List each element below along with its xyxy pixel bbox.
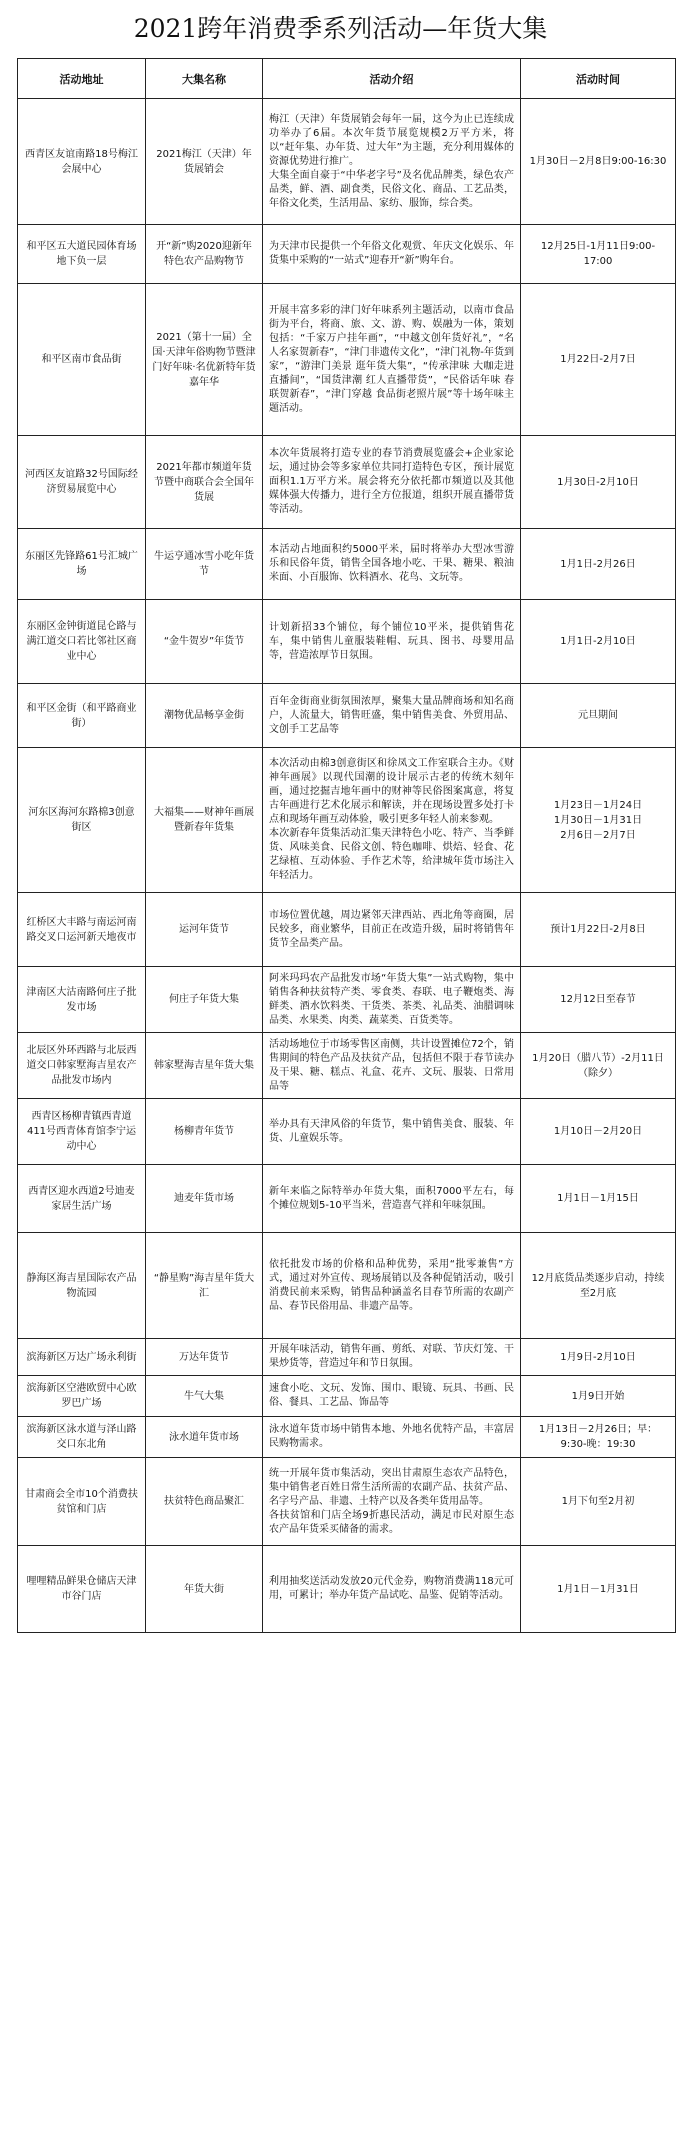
event-intro-cell: 本次年货展将打造专业的春节消费展览盛会+企业家论坛，通过协会等多家单位共同打造特色专区，预计展览面积1.1万平方米。展会将充分依托都市频道以及其他媒体强大传播力，进行全方位报道，组织开展直播带货等活动。: [263, 436, 521, 529]
event-intro-cell: 统一开展年货市集活动，突出甘肃原生态农产品特色，集中销售老百姓日常生活所需的农副产品、扶贫产品、名字号产品、非遗、土特产以及各类年货用品等。 各扶贫馆和门店全场9折惠民活动，满足市民对原生态农产品年货采买储备的需求。: [263, 1458, 521, 1546]
table-row: [18, 1165, 676, 1233]
event-time-cell: 12月12日至春节: [521, 967, 676, 1033]
event-intro-cell: 活动场地位于市场零售区南侧，共计设置摊位72个，销售期间的特色产品及扶贫产品，包括但不限于春节读办及干果、糖、糕点、礼盒、花卉、文玩、服装、日常用品等: [263, 1033, 521, 1099]
event-name-cell: 牛运亨通冰雪小吃年货节: [146, 529, 263, 600]
event-time-cell: 12月25日-1月11日9:00-17:00: [521, 225, 676, 284]
event-name-cell: “静星购”海吉星年货大汇: [146, 1233, 263, 1339]
event-address-cell: 津南区大沽南路何庄子批发市场: [18, 967, 146, 1033]
event-intro-cell: 百年金街商业街氛围浓厚，聚集大量品牌商场和知名商户，人流量大，销售旺盛，集中销售美食、外贸用品、文创手工艺品等: [263, 684, 521, 748]
event-intro-cell: 开展丰富多彩的津门好年味系列主题活动，以南市食品街为平台，将商、旅、文、游、购、娱融为一体，策划包括：“千家万户挂年画”，“中越文创年货好礼”，“名人名家贺新春”，“津门非遗传文化”，“津门礼物-年货到家”，“游津门美景 逛年货大集”，“传承津味 大咖走进直播间”，“国货津潮 红人直播带货”，“民俗话年味 春联贺新春”，“津门穿越 食品街老照片展”等十场年味主题活动。: [263, 284, 521, 436]
event-name-cell: 运河年货节: [146, 893, 263, 967]
event-address-cell: 河东区海河东路棉3创意街区: [18, 748, 146, 893]
table-row: [18, 1099, 676, 1165]
event-name-cell: 大福集——财神年画展暨新春年货集: [146, 748, 263, 893]
event-intro-cell: 梅江（天津）年货展销会每年一届，这今为止已连续成功举办了6届。本次年货节展览规模2万平方米，将以“赶年集、办年货、过大年”为主题，充分利用媒体的资源优势进行推广。 大集全面自豪于“中华老字号”及名优品牌类，绿色农产品类，鲜、酒、副食类，民俗文化、商品、工艺品类，年俗文化类，生活用品、家纺、服饰，综合类。: [263, 99, 521, 225]
event-intro-cell: 利用抽奖送活动发放20元代金券，购物消费满118元可用，可累计；举办年货产品试吃、品鉴、促销等活动。: [263, 1546, 521, 1633]
event-address-cell: 和平区南市食品街: [18, 284, 146, 436]
event-intro-cell: 市场位置优越，周边紧邻天津西站、西北角等商圈，居民较多，商业繁华，目前正在改造升级，届时将销售年货节全品类产品。: [263, 893, 521, 967]
header-intro: 活动介绍: [263, 59, 521, 99]
event-name-cell: 2021年都市频道年货节暨中商联合会全国年货展: [146, 436, 263, 529]
event-intro-cell: 举办具有天津风俗的年货节，集中销售美食、服装、年货、儿童娱乐等。: [263, 1099, 521, 1165]
header-address: 活动地址: [18, 59, 146, 99]
event-intro-cell: 依托批发市场的价格和品种优势，采用“批零兼售”方式，通过对外宣传、现场展销以及各种促销活动，吸引消费民前来采购，销售品种涵盖名目春节所需的农副产品、春节民俗用品、非遗产品等。: [263, 1233, 521, 1339]
table-row: [18, 893, 676, 967]
event-address-cell: 和平区五大道民园体育场地下负一层: [18, 225, 146, 284]
event-intro-cell: 新年来临之际特举办年货大集，面积7000平左右，每个摊位规划5-10平当米，营造喜气祥和年味氛围。: [263, 1165, 521, 1233]
table-row: [18, 600, 676, 684]
table-row: [18, 99, 676, 225]
event-name-cell: “金牛贺岁”年货节: [146, 600, 263, 684]
event-name-cell: 杨柳青年货节: [146, 1099, 263, 1165]
event-time-cell: 1月10日－2月20日: [521, 1099, 676, 1165]
table-row: [18, 748, 676, 893]
event-address-cell: 滨海新区万达广场永利街: [18, 1339, 146, 1376]
event-address-cell: 西青区迎水西道2号迪麦家居生活广场: [18, 1165, 146, 1233]
event-address-cell: 西青区友谊南路18号梅江会展中心: [18, 99, 146, 225]
event-name-cell: 开“新”购2020迎新年特色农产品购物节: [146, 225, 263, 284]
event-address-cell: 滨海新区空港欧贸中心欧罗巴广场: [18, 1376, 146, 1417]
event-address-cell: 和平区金街（和平路商业街）: [18, 684, 146, 748]
table-row: [18, 967, 676, 1033]
event-time-cell: 预计1月22日-2月8日: [521, 893, 676, 967]
event-time-cell: 1月30日-2月10日: [521, 436, 676, 529]
table-row: [18, 684, 676, 748]
event-time-cell: 1月下旬至2月初: [521, 1458, 676, 1546]
event-time-cell: 1月30日－2月8日9:00-16:30: [521, 99, 676, 225]
event-intro-cell: 本次活动由棉3创意街区和徐凤文工作室联合主办。《财神年画展》以现代国潮的设计展示古老的传统木刻年画，通过挖掘吉地年画中的财神等民俗图案寓意，将复古年画进行艺术化展示和解读，并在现场设置多处打卡点和现场年画互动体验，吸引更多年轻人前来参观。 本次新春年货集活动汇集天津特色小吃、特产、当季鲜货、风味美食、民俗文创、特色咖啡、烘焙、轻食、花艺绿植、互动体验、手作艺术等，给津城年货市场注入年轻活力。: [263, 748, 521, 893]
event-intro-cell: 计划新招33个铺位，每个铺位10平米，提供销售花车，集中销售儿童服装鞋帽、玩具、图书、母婴用品等，营造浓厚节日氛围。: [263, 600, 521, 684]
table-body: [18, 99, 676, 1633]
event-name-cell: 迪麦年货市场: [146, 1165, 263, 1233]
event-address-cell: 河西区友谊路32号国际经济贸易展览中心: [18, 436, 146, 529]
event-name-cell: 潮物优品畅享金街: [146, 684, 263, 748]
table-row: [18, 1339, 676, 1376]
event-time-cell: 1月9日-2月10日: [521, 1339, 676, 1376]
event-time-cell: 1月9日开始: [521, 1376, 676, 1417]
event-time-cell: 元旦期间: [521, 684, 676, 748]
header-name: 大集名称: [146, 59, 263, 99]
event-address-cell: 西青区杨柳青镇西青道411号西青体育馆李宁运动中心: [18, 1099, 146, 1165]
table-row: [18, 1458, 676, 1546]
events-table: [17, 58, 676, 1633]
event-name-cell: 2021（第十一届）全国·天津年俗购物节暨津门好年味·名优新特年货嘉年华: [146, 284, 263, 436]
event-name-cell: 泳水道年货市场: [146, 1417, 263, 1458]
table-row: [18, 1033, 676, 1099]
event-time-cell: 1月23日－1月24日 1月30日－1月31日 2月6日－2月7日: [521, 748, 676, 893]
event-intro-cell: 泳水道年货市场中销售本地、外地名优特产品，丰富居民购物需求。: [263, 1417, 521, 1458]
event-time-cell: 1月20日（腊八节）-2月11日（除夕）: [521, 1033, 676, 1099]
page-title: 2021跨年消费季系列活动—年货大集: [133, 14, 548, 43]
event-name-cell: 万达年货节: [146, 1339, 263, 1376]
event-address-cell: 东丽区金钟街道昆仑路与满江道交口若比邻社区商业中心: [18, 600, 146, 684]
event-name-cell: 何庄子年货大集: [146, 967, 263, 1033]
table-row: [18, 284, 676, 436]
event-time-cell: 1月1日－1月15日: [521, 1165, 676, 1233]
table-row: [18, 1233, 676, 1339]
event-time-cell: 1月1日－1月31日: [521, 1546, 676, 1633]
event-name-cell: 韩家墅海吉星年货大集: [146, 1033, 263, 1099]
event-address-cell: 东丽区先锋路61号汇城广场: [18, 529, 146, 600]
event-address-cell: 哩哩精品鲜果仓储店天津市谷门店: [18, 1546, 146, 1633]
event-name-cell: 2021梅江（天津）年货展销会: [146, 99, 263, 225]
event-address-cell: 北辰区外环西路与北辰西道交口韩家墅海吉星农产品批发市场内: [18, 1033, 146, 1099]
table-row: [18, 1417, 676, 1458]
table-row: [18, 225, 676, 284]
header-time: 活动时间: [521, 59, 676, 99]
header-row: [18, 59, 676, 99]
event-intro-cell: 为天津市民提供一个年俗文化观赏、年庆文化娱乐、年货集中采购的“一站式”迎春开“新”购年台。: [263, 225, 521, 284]
event-name-cell: 年货大街: [146, 1546, 263, 1633]
table-row: [18, 529, 676, 600]
event-address-cell: 甘肃商会全市10个消费扶贫馆和门店: [18, 1458, 146, 1546]
event-intro-cell: 本活动占地面积约5000平米，届时将举办大型冰雪游乐和民俗年货，销售全国各地小吃、干果、糖果、粮油米面、小百服饰、饮料酒水、花鸟、文玩等。: [263, 529, 521, 600]
event-time-cell: 12月底货品类逐步启动，持续至2月底: [521, 1233, 676, 1339]
event-name-cell: 扶贫特色商品聚汇: [146, 1458, 263, 1546]
event-intro-cell: 开展年味活动，销售年画、剪纸、对联、节庆灯笼、干果炒货等，营造过年和节日氛围。: [263, 1339, 521, 1376]
event-name-cell: 牛气大集: [146, 1376, 263, 1417]
table-row: [18, 1546, 676, 1633]
table-row: [18, 1376, 676, 1417]
event-time-cell: 1月22日-2月7日: [521, 284, 676, 436]
event-intro-cell: 速食小吃、文玩、发饰、围巾、眼镜、玩具、书画、民俗、餐具、工艺品、饰品等: [263, 1376, 521, 1417]
event-time-cell: 1月1日-2月26日: [521, 529, 676, 600]
event-time-cell: 1月13日－2月26日；早：9:30-晚：19:30: [521, 1417, 676, 1458]
table-row: [18, 436, 676, 529]
event-intro-cell: 阿米玛玛农产品批发市场“年货大集”一站式购物，集中销售各种扶贫特产类、零食类、春联、电子鞭炮类、海鲜类、酒水饮料类、干货类、茶类、礼品类、油腊调味品类、水果类、肉类、蔬菜类、百货类等。: [263, 967, 521, 1033]
event-address-cell: 红桥区大丰路与南运河南路交叉口运河新天地夜市: [18, 893, 146, 967]
event-address-cell: 滨海新区泳水道与泽山路交口东北角: [18, 1417, 146, 1458]
event-time-cell: 1月1日-2月10日: [521, 600, 676, 684]
event-address-cell: 静海区海吉星国际农产品物流园: [18, 1233, 146, 1339]
